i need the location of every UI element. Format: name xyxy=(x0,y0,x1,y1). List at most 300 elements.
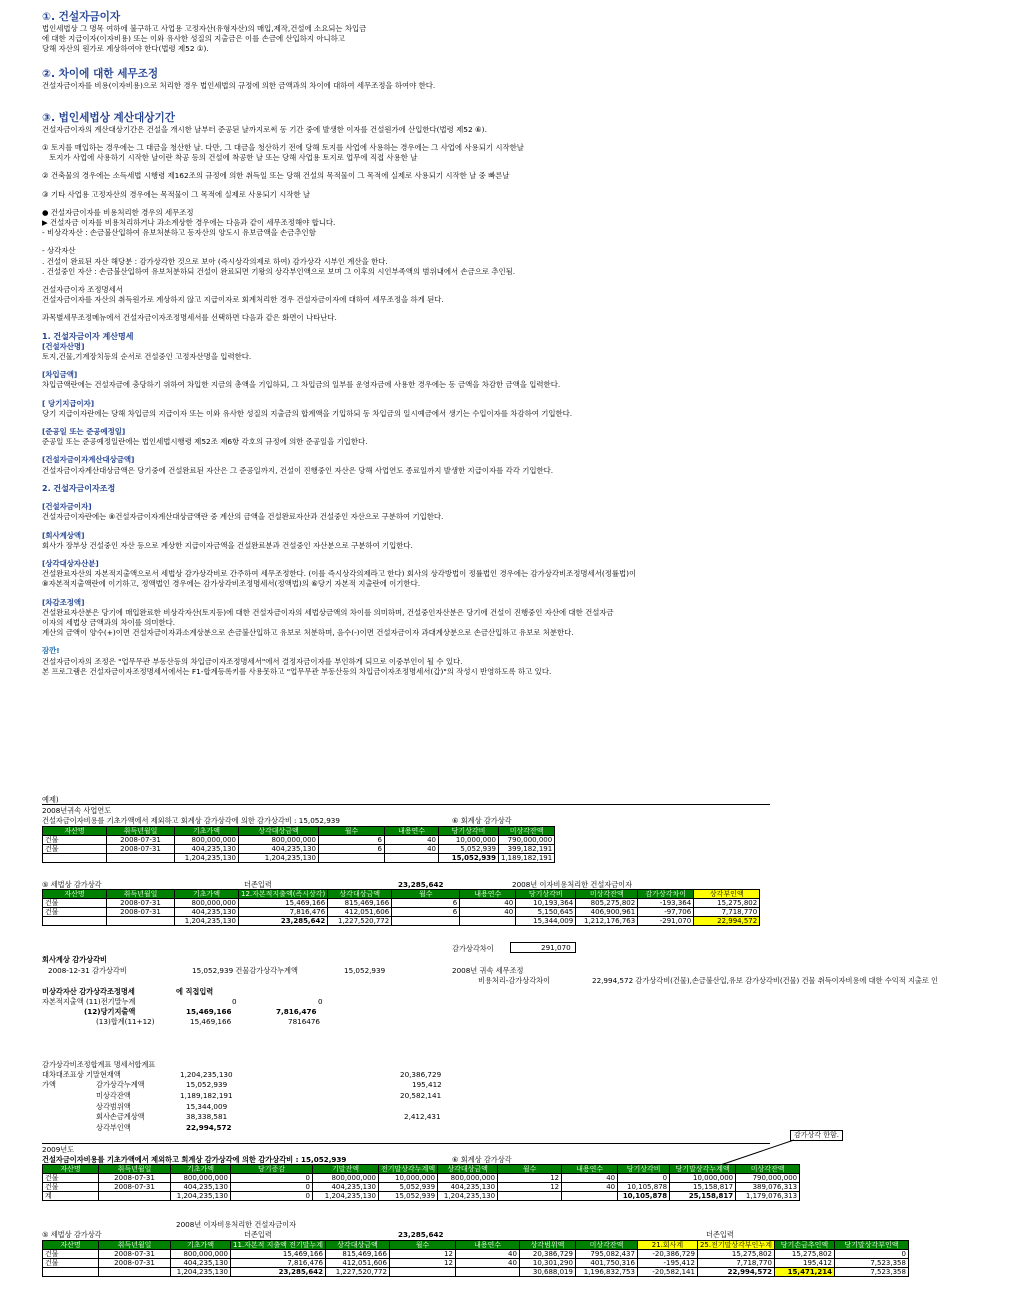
table-cell[interactable]: 건물 xyxy=(43,1250,99,1259)
table-row xyxy=(43,917,760,926)
table-cell[interactable]: 건물 xyxy=(43,845,107,854)
section-3-item: 토지가 사업에 사용하기 시작한 날이란 착공 등의 건설에 착공한 날 또는 당해 사업용 토지로 업무에 직접 사용한 날 xyxy=(42,153,418,163)
column-header: 기초가액 xyxy=(175,827,239,836)
table-cell[interactable]: -193,364 xyxy=(638,899,694,908)
table1-caption: 건설자금이자비용를 기초가액에서 제외하고 회계상 감가상각에 의한 감가상각비 : 15,052,939 xyxy=(42,816,340,825)
table-cell[interactable]: 790,000,000 xyxy=(736,1174,800,1183)
column-header: 미상각잔액 xyxy=(575,1241,637,1250)
table-cell[interactable]: 23,285,642 xyxy=(239,917,328,926)
column-header: 기초가액 xyxy=(171,1241,231,1250)
section-1-line: 에 대한 지급이자(이자비용) 또는 이와 유사한 성질의 지출금은 이를 손금에 산입하지 아니하고 xyxy=(42,34,345,44)
table-cell[interactable]: 404,235,130 xyxy=(438,1183,498,1192)
section-3-item: ③ 기타 사업용 고정자산의 경우에는 목적물이 그 목적에 실제로 사용되기 시작한 날 xyxy=(42,189,311,199)
table-cell[interactable]: 15,158,817 xyxy=(670,1183,736,1192)
table-cell[interactable]: 406,900,961 xyxy=(576,908,638,917)
table-row xyxy=(43,1183,800,1192)
table-cell[interactable]: 7,523,358 xyxy=(834,1268,908,1277)
table-cell[interactable] xyxy=(455,1268,519,1277)
table-cell[interactable]: 790,000,000 xyxy=(499,836,555,845)
capex-row-label: (12)당기지출액 xyxy=(84,1007,136,1016)
column-header: 취득년월일 xyxy=(99,1241,171,1250)
table-row xyxy=(43,1259,909,1268)
table-cell[interactable]: 40 xyxy=(562,1174,618,1183)
column-header: 상각대상금액 xyxy=(438,1165,498,1174)
fiscal-year-label: 2008년귀속 사업연도 xyxy=(42,806,112,815)
summary-label: 상각범위액 xyxy=(96,1102,131,1111)
table-cell[interactable] xyxy=(99,1192,171,1201)
table-cell[interactable]: 6 xyxy=(392,908,460,917)
table-cell[interactable]: 15,275,802 xyxy=(774,1250,834,1259)
table-cell[interactable]: 805,275,802 xyxy=(576,899,638,908)
section-1-line: 당해 자산의 원가로 계상하여야 한다(법령 제52 ①). xyxy=(42,44,209,54)
column-header: 월수 xyxy=(389,1241,455,1250)
table-tax-depreciation-2009 xyxy=(42,1240,909,1277)
table-cell[interactable]: 22,994,572 xyxy=(697,1268,774,1277)
column-header: 감가상각차이 xyxy=(638,890,694,899)
table-cell[interactable]: 195,412 xyxy=(774,1259,834,1268)
table-cell[interactable]: 2008-07-31 xyxy=(107,836,175,845)
field-key: [건설자산명] xyxy=(42,341,85,351)
section-3-item: - 상각자산 xyxy=(42,246,76,256)
table-cell[interactable]: 1,204,235,130 xyxy=(171,1192,231,1201)
section-1-title: ①. 건설자금이자 xyxy=(42,11,121,23)
table-cell[interactable]: 7,718,770 xyxy=(697,1259,774,1268)
column-header: 12.자본적지출액(즉시상각) xyxy=(239,890,328,899)
column-header: 상각대상금액 xyxy=(328,890,392,899)
tax-adjust-line: 비용처리-감가상각차이 xyxy=(478,976,551,985)
table-cell[interactable]: 25,158,817 xyxy=(670,1192,736,1201)
table2-caption-input: 더존입력 xyxy=(244,880,272,889)
table4-caption-input: 더존입력 xyxy=(706,1230,734,1239)
field-key: [차감조정액] xyxy=(42,597,85,607)
section-3-item: 건설자금이자를 자산의 취득원가로 계상하지 않고 지급이자로 회계처리한 경우 건설자금이자에 대하여 세무조정을 하게 된다. xyxy=(42,295,444,305)
table-row xyxy=(43,1268,909,1277)
table-cell[interactable]: 7,816,476 xyxy=(239,908,328,917)
capex-row-label: 자본적지출액 (11)전기말누계 xyxy=(42,997,136,1006)
table-cell[interactable] xyxy=(385,854,439,863)
column-header: 자산명 xyxy=(43,1241,99,1250)
table-cell[interactable]: 800,000,000 xyxy=(171,1174,231,1183)
table-cell[interactable]: 2008-07-31 xyxy=(107,899,175,908)
summary-title: 감가상각비조정합계표 명세서합계표 xyxy=(42,1060,156,1069)
column-header: 25.전기말상각부인누계 xyxy=(697,1241,774,1250)
table-cell[interactable]: 1,204,235,130 xyxy=(438,1192,498,1201)
table-cell[interactable]: 7,816,476 xyxy=(231,1259,326,1268)
field-desc: 당기 지급이자란에는 당해 차입금의 지급이자 또는 이와 유사한 성질의 지출금의 합계액을 기입하되 동 차입금의 일시예금에서 생기는 수입이자를 차감하여 기입한다. xyxy=(42,408,573,418)
table4-caption-amount: 23,285,642 xyxy=(398,1230,444,1239)
column-header: 자산명 xyxy=(43,1165,99,1174)
table-cell[interactable]: 1,204,235,130 xyxy=(171,1268,231,1277)
table-row xyxy=(43,1174,800,1183)
table-cell[interactable]: 15,344,009 xyxy=(516,917,576,926)
table-cell[interactable]: 10,105,878 xyxy=(618,1183,670,1192)
table-cell[interactable]: 15,052,939 xyxy=(439,854,499,863)
table-cell[interactable] xyxy=(43,854,107,863)
table-cell[interactable]: -291,070 xyxy=(638,917,694,926)
table-cell[interactable]: 6 xyxy=(392,899,460,908)
column-header: 미상각잔액 xyxy=(736,1165,800,1174)
table-cell[interactable]: 5,150,645 xyxy=(516,908,576,917)
section-2-title: ②. 차이에 대한 세무조정 xyxy=(42,67,159,80)
table-cell[interactable]: 815,469,166 xyxy=(325,1250,389,1259)
section-3-item: - 비상각자산 : 손금불산입하여 유보처분하고 동자산의 양도시 유보금액을 손금추인함 xyxy=(42,228,316,238)
column-header: 당기말상각부인액 xyxy=(834,1241,908,1250)
table-cell[interactable]: 2008-07-31 xyxy=(99,1250,171,1259)
table-cell[interactable]: 15,052,939 xyxy=(379,1192,438,1201)
table-cell[interactable]: 1,204,235,130 xyxy=(175,917,239,926)
table-cell[interactable]: 800,000,000 xyxy=(171,1250,231,1259)
table-cell[interactable]: 10,000,000 xyxy=(670,1174,736,1183)
field-desc: 건설완료자산분은 당기에 매입완료한 비상각자산(토지등)에 대한 건설자금이자의 세법상금액의 차이를 의미하며, 건설중인자산분은 당기에 건설이 진행중인 자산에 대한 건설자금 xyxy=(42,607,614,617)
capex-row-value: 7816476 xyxy=(288,1017,321,1026)
table-cell[interactable]: 건물 xyxy=(43,899,107,908)
table-cell[interactable]: -195,412 xyxy=(637,1259,697,1268)
field-key: [건설자금이자] xyxy=(42,502,92,512)
table-cell[interactable]: 2008-07-31 xyxy=(107,908,175,917)
section-1-line: 법인세법상 그 명목 여하에 불구하고 사업용 고정자산(유형자산)의 매입,제작,건설에 소요되는 차입금 xyxy=(42,24,367,33)
example-label: 예제) xyxy=(42,795,59,804)
table-cell[interactable]: 12 xyxy=(498,1183,562,1192)
section-3-item: ▶ 건설자금 이자를 비용처리하거나 과소계상한 경우에는 다음과 같이 세무조정해야 합니다. xyxy=(42,218,336,228)
column-header: 당기상각비 xyxy=(516,890,576,899)
table3-caption: 건설자금이자비용를 기초가액에서 제외하고 회계상 감가상각에 의한 감가상각비 : 15,052,939 xyxy=(42,1155,347,1164)
section-3-item: ② 건축물의 경우에는 소득세법 시행령 제162조의 규정에 의한 취득일 또는 당해 건설의 목적물이 그 목적에 실제로 사용되기 시작한 날 중 빠른날 xyxy=(42,171,510,181)
table-cell[interactable]: 1,227,520,772 xyxy=(328,917,392,926)
note-line: 건설자금이자의 조정은 "업무무관 부동산등의 차입금이자조정명세서"에서 결정자금이자를 부인하게 되므로 이중부인이 될 수 있다. xyxy=(42,656,463,666)
table4-caption-input: 더존입력 xyxy=(244,1230,272,1239)
field-desc: 회사가 장부상 건설중인 자산 등으로 계상한 지급이자금액을 건설완료분과 건설중인 자산분으로 구분하여 기입한다. xyxy=(42,540,413,550)
table-cell[interactable]: 2008-07-31 xyxy=(99,1259,171,1268)
column-header: 당기상각비 xyxy=(439,827,499,836)
table-row xyxy=(43,1192,800,1201)
table-header-row xyxy=(43,1241,909,1250)
field-desc: 계산의 금액이 양수(+)이면 건설자금이자과소계상분으로 손금불산입하고 유보로 처분하며, 음수(-)이면 건설자금이자 과대계상분으로 손금산입하고 유보로 처분한다. xyxy=(42,628,574,638)
summary-value: 22,994,572 xyxy=(186,1123,232,1132)
summary-label: 상각부인액 xyxy=(96,1123,131,1132)
capex-row-value: 15,469,166 xyxy=(186,1007,232,1016)
table-cell[interactable]: 404,235,130 xyxy=(313,1183,379,1192)
table-cell[interactable]: 10,301,290 xyxy=(519,1259,575,1268)
table-row xyxy=(43,1250,909,1259)
column-header: 내용연수 xyxy=(385,827,439,836)
table-cell[interactable] xyxy=(107,854,175,863)
table-cell[interactable]: 412,051,606 xyxy=(328,908,392,917)
table4-wrapper xyxy=(42,1240,1022,1277)
column-header: 취득년월일 xyxy=(107,827,175,836)
table-row xyxy=(43,908,760,917)
table-cell[interactable]: 15,275,802 xyxy=(697,1250,774,1259)
table-cell[interactable]: -20,386,729 xyxy=(637,1250,697,1259)
summary-value: 15,052,939 xyxy=(186,1080,228,1089)
table-cell[interactable]: 5,052,939 xyxy=(439,845,499,854)
table-cell[interactable]: 1,227,520,772 xyxy=(325,1268,389,1277)
table-cell[interactable] xyxy=(392,917,460,926)
subsection-title: 2. 건설자금이자조정 xyxy=(42,483,116,493)
table-cell[interactable]: 800,000,000 xyxy=(313,1174,379,1183)
column-header: 취득년월일 xyxy=(107,890,175,899)
schedule-title: 미상각자산 감가상각조정명세 xyxy=(42,987,135,996)
table-cell[interactable]: 412,051,606 xyxy=(325,1259,389,1268)
table-row xyxy=(43,854,555,863)
table-cell[interactable]: 5,052,939 xyxy=(379,1183,438,1192)
table-cell[interactable]: 815,469,166 xyxy=(328,899,392,908)
table-cell[interactable]: -97,706 xyxy=(638,908,694,917)
column-header: 내용연수 xyxy=(460,890,516,899)
table-cell[interactable] xyxy=(498,1192,562,1201)
column-header: 상각범위액 xyxy=(519,1241,575,1250)
field-key: [상각대상자산분] xyxy=(42,558,99,568)
subsection-title: 1. 건설자금이자 계산명세 xyxy=(42,331,134,341)
table-cell[interactable] xyxy=(107,917,175,926)
table-cell[interactable]: 40 xyxy=(455,1250,519,1259)
column-header: 11.자본적 지출액 전기말누계 xyxy=(231,1241,326,1250)
summary-label: 미상각잔액 xyxy=(96,1091,131,1100)
table3-wrapper xyxy=(42,1164,1022,1201)
table-header-row xyxy=(43,890,760,899)
field-desc: 이자의 세법상 금액과의 차이를 의미한다. xyxy=(42,617,176,627)
table-cell[interactable]: 10,000,000 xyxy=(379,1174,438,1183)
table-cell[interactable]: 0 xyxy=(231,1183,313,1192)
table-cell[interactable]: 399,182,191 xyxy=(499,845,555,854)
table-cell[interactable]: 40 xyxy=(562,1183,618,1192)
column-header: 자산명 xyxy=(43,827,107,836)
column-header: 상각대상금액 xyxy=(239,827,319,836)
table-book-depreciation-2008 xyxy=(42,826,555,863)
company-depreciation-line: 15,052,939 건물감가상각누계액 xyxy=(192,966,298,975)
field-key: [ 당기지급이자] xyxy=(42,398,95,408)
table-cell[interactable]: 1,189,182,191 xyxy=(499,854,555,863)
company-depreciation-line: 15,052,939 xyxy=(344,966,386,975)
table-cell[interactable]: 12 xyxy=(389,1250,455,1259)
column-header: 내용연수 xyxy=(455,1241,519,1250)
column-header: 상각부인액 xyxy=(694,890,760,899)
column-header: 취득년월일 xyxy=(99,1165,171,1174)
table-cell[interactable]: 404,235,130 xyxy=(239,845,319,854)
table-cell[interactable]: 795,082,437 xyxy=(575,1250,637,1259)
field-desc: 건설자금이자란에는 ⑧건설자금이자계산대상금액란 중 계산의 금액을 건설완료자산과 건설중인 자산으로 구분하여 기입한다. xyxy=(42,512,444,522)
table-cell[interactable]: 1,196,832,753 xyxy=(575,1268,637,1277)
table-cell[interactable]: 15,469,166 xyxy=(231,1250,326,1259)
company-depreciation-title: 회사계상 감가상각비 xyxy=(42,955,107,964)
fiscal-year-label: 2009년도 xyxy=(42,1145,75,1154)
column-header: 21.회사계 xyxy=(637,1241,697,1250)
column-header: 기말잔액 xyxy=(313,1165,379,1174)
table-cell[interactable]: 404,235,130 xyxy=(175,845,239,854)
table-cell[interactable]: 15,471,214 xyxy=(774,1268,834,1277)
table-cell[interactable]: 0 xyxy=(231,1174,313,1183)
table-cell[interactable] xyxy=(389,1268,455,1277)
column-header: 당기손금추인액 xyxy=(774,1241,834,1250)
table3-caption-right: ⑥ 회계상 감가상각 xyxy=(452,1155,512,1164)
section-3-item: . 건설중인 자산 : 손금불산입하여 유보처분하되 건설이 완료되면 기왕의 상각부인액으로 보며 그 이후의 시인부족액의 범위내에서 손금으로 추인됨. xyxy=(42,266,516,276)
table-cell[interactable]: 404,235,130 xyxy=(171,1183,231,1192)
table4-caption-top: 2008년 이자비용처리한 건설자금이자 xyxy=(176,1220,297,1229)
table-cell[interactable] xyxy=(319,854,385,863)
table-cell[interactable]: 15,275,802 xyxy=(694,899,760,908)
field-desc: 준공일 또는 준공예정일란에는 법인세법시행령 제52조 제6항 각호의 규정에 의한 준공일을 기입한다. xyxy=(42,437,368,447)
table-cell[interactable]: 1,179,076,313 xyxy=(736,1192,800,1201)
table-cell[interactable]: 30,688,019 xyxy=(519,1268,575,1277)
capex-row-value: 0 xyxy=(318,997,323,1006)
table4-caption: ⑤ 세법상 감가상각 xyxy=(42,1230,102,1239)
tax-adjust-title: 2008년 귀속 세무조정 xyxy=(452,966,524,975)
table-cell[interactable] xyxy=(562,1192,618,1201)
note-line: 본 프로그램은 건설자금이자조정명세서에서는 F1-합계등록키를 사용못하고 "업무무관 부동산등의 차입금이자조정명세서(갑)"의 작성시 반영하도록 하고 있다. xyxy=(42,666,552,676)
difference-value: 291,070 xyxy=(510,942,576,953)
table-cell[interactable]: 800,000,000 xyxy=(438,1174,498,1183)
table-cell[interactable]: 389,076,313 xyxy=(736,1183,800,1192)
section-3-item: 과목별세무조정메뉴에서 건설자금이자조정명세서를 선택하면 다음과 같은 화면이 나타난다. xyxy=(42,313,337,323)
table-tax-depreciation-2008 xyxy=(42,889,760,926)
table-cell[interactable]: 401,750,316 xyxy=(575,1259,637,1268)
table-cell[interactable]: 404,235,130 xyxy=(171,1259,231,1268)
table-row xyxy=(43,899,760,908)
table-cell[interactable]: 12 xyxy=(389,1259,455,1268)
table-cell[interactable]: 23,285,642 xyxy=(231,1268,326,1277)
section-3-item: . 건설이 완료된 자산 해당분 : 감가상각한 것으로 보아 (즉시상각의제로 하여) 감가상각 시부인 계산을 한다. xyxy=(42,256,388,266)
table-cell[interactable]: 1,204,235,130 xyxy=(239,854,319,863)
table-cell[interactable]: 건물 xyxy=(43,1259,99,1268)
field-key: [회사계상액] xyxy=(42,530,85,540)
table-cell[interactable]: 800,000,000 xyxy=(239,836,319,845)
field-desc: 토지,건물,기계장치등의 순서로 건설중인 고정자산명을 입력한다. xyxy=(42,352,252,362)
summary-value: 1,189,182,191 xyxy=(180,1091,233,1100)
column-header: 상각대상금액 xyxy=(325,1241,389,1250)
column-header: 내용연수 xyxy=(562,1165,618,1174)
table-cell[interactable]: 40 xyxy=(460,908,516,917)
capex-row-label: (13)합계(11+12) xyxy=(96,1017,155,1026)
table-cell[interactable]: 0 xyxy=(231,1192,313,1201)
table-cell[interactable]: 2008-07-31 xyxy=(99,1174,171,1183)
column-header: 당기증감 xyxy=(231,1165,313,1174)
summary-label: 감가상각누계액 xyxy=(96,1080,145,1089)
table-cell[interactable]: 40 xyxy=(385,836,439,845)
table-cell[interactable]: 404,235,130 xyxy=(175,908,239,917)
table1-wrapper xyxy=(42,826,1022,863)
table-cell[interactable]: 40 xyxy=(385,845,439,854)
schedule-title-note: 에 직접입력 xyxy=(176,987,214,996)
table2-caption-right: 2008년 이자비용처리한 건설자금이자 xyxy=(512,880,633,889)
column-header: 월수 xyxy=(392,890,460,899)
table-cell[interactable] xyxy=(99,1268,171,1277)
column-header: 월수 xyxy=(498,1165,562,1174)
table-cell[interactable]: 6 xyxy=(319,845,385,854)
section-3-title: ③. 법인세법상 계산대상기간 xyxy=(42,111,175,124)
column-header: 미상각잔액 xyxy=(576,890,638,899)
table-cell[interactable]: 800,000,000 xyxy=(175,836,239,845)
company-depreciation-line: 2008-12-31 감가상각비 xyxy=(48,966,127,975)
table-cell[interactable]: 건물 xyxy=(43,1183,99,1192)
table-cell[interactable]: 20,386,729 xyxy=(519,1250,575,1259)
note-title: 잠깐! xyxy=(42,646,60,656)
callout-note: 감가상각 한함. xyxy=(790,1130,843,1141)
capex-row-value: 15,469,166 xyxy=(190,1017,232,1026)
section-3-item: 건설자금이자 조정명세서 xyxy=(42,285,123,295)
table-header-row xyxy=(43,1165,800,1174)
summary-label: 대차대조표상 기말현재액 xyxy=(42,1070,121,1079)
table-book-depreciation-2009 xyxy=(42,1164,800,1201)
column-header: 기초가액 xyxy=(171,1165,231,1174)
table-cell[interactable]: 계 xyxy=(43,1192,99,1201)
table-cell[interactable]: 40 xyxy=(455,1259,519,1268)
table-cell[interactable]: 1,204,235,130 xyxy=(175,854,239,863)
table-cell[interactable]: 건물 xyxy=(43,1174,99,1183)
table-cell[interactable]: 7,718,770 xyxy=(694,908,760,917)
table-cell[interactable] xyxy=(43,1268,99,1277)
summary-value-right: 195,412 xyxy=(412,1080,442,1089)
table-cell[interactable]: 22,994,572 xyxy=(694,917,760,926)
summary-label: 회사손금계상액 xyxy=(96,1112,145,1121)
column-header: 당기말상각누계액 xyxy=(670,1165,736,1174)
table2-wrapper xyxy=(42,889,1022,926)
section-3-item: ① 토지를 매입하는 경우에는 그 대금을 청산한 날. 다만, 그 대금을 청산하기 전에 당해 토지를 사업에 사용하는 경우에는 그 사업에 사용되기 시작한날 xyxy=(42,143,524,153)
document-body xyxy=(42,10,1002,677)
field-key: [차입금액] xyxy=(42,370,78,380)
table1-caption-right: ⑥ 회계상 감가상각 xyxy=(452,816,512,825)
field-desc: 건설완료자산의 자본적지출액으로서 세법상 감가상각비로 간주하여 세무조정한다. (이를 즉시상각의제라고 한다) 회사의 상각방법이 정률법인 경우에는 감가상각비조정명세서(정률법)이 xyxy=(42,569,637,579)
table-cell[interactable]: 0 xyxy=(834,1250,908,1259)
summary-value: 15,344,009 xyxy=(186,1102,228,1111)
table-cell[interactable]: 6 xyxy=(319,836,385,845)
summary-value: 38,338,581 xyxy=(186,1112,228,1121)
column-header: 미상각잔액 xyxy=(499,827,555,836)
tax-adjust-line: 22,994,572 감가상각비(건물),손금불산입,유보 감가상각비(건물) 건물 취득이자비용에 대한 수익적 지출로 인 xyxy=(592,976,939,985)
table-cell[interactable]: 40 xyxy=(460,899,516,908)
table-cell[interactable]: 2008-07-31 xyxy=(99,1183,171,1192)
field-key: [건설자금이자계산대상금액] xyxy=(42,455,135,465)
table-cell[interactable] xyxy=(43,917,107,926)
column-header: 월수 xyxy=(319,827,385,836)
column-header: 전기말상각누계액 xyxy=(379,1165,438,1174)
capex-row-value: 0 xyxy=(232,997,237,1006)
table-cell[interactable]: 10,193,364 xyxy=(516,899,576,908)
table-cell[interactable]: -20,582,141 xyxy=(637,1268,697,1277)
field-desc: 건설자금이자계산대상금액은 당기중에 건설완료된 자산은 그 준공일까지, 건설이 진행중인 자산은 당해 사업연도 종료일까지 발생한 지급이자를 각각 기입한다. xyxy=(42,465,554,475)
capex-row-value: 7,816,476 xyxy=(276,1007,317,1016)
column-header: 자산명 xyxy=(43,890,107,899)
table-cell[interactable]: 0 xyxy=(618,1174,670,1183)
table-cell[interactable]: 7,523,358 xyxy=(834,1259,908,1268)
summary-value-right: 20,582,141 xyxy=(400,1091,442,1100)
column-header: 기초가액 xyxy=(175,890,239,899)
summary-value-right: 20,386,729 xyxy=(400,1070,442,1079)
table-cell[interactable]: 건물 xyxy=(43,836,107,845)
table-row xyxy=(43,836,555,845)
table-cell[interactable]: 800,000,000 xyxy=(175,899,239,908)
table-cell[interactable]: 15,469,166 xyxy=(239,899,328,908)
table2-caption: ⑤ 세법상 감가상각 xyxy=(42,880,102,889)
table-cell[interactable]: 12 xyxy=(498,1174,562,1183)
field-desc: ⑧자본적지출액란에 이기하고, 정액법인 경우에는 감가상각비조정명세서(정액법)의 ⑥당기 자본적 지출란에 이기한다. xyxy=(42,579,421,589)
table-header-row xyxy=(43,827,555,836)
section-3-item: ● 건설자금이자를 비용처리한 경우의 세무조정 xyxy=(42,207,194,217)
table-row xyxy=(43,845,555,854)
table-cell[interactable]: 1,204,235,130 xyxy=(313,1192,379,1201)
table-cell[interactable] xyxy=(460,917,516,926)
column-header: 당기상각비 xyxy=(618,1165,670,1174)
table-cell[interactable]: 1,212,176,763 xyxy=(576,917,638,926)
field-key: [준공일 또는 준공예정일] xyxy=(42,427,126,437)
difference-label: 감가상각차이 xyxy=(452,944,494,953)
table-cell[interactable]: 10,105,878 xyxy=(618,1192,670,1201)
table2-caption-amount: 23,285,642 xyxy=(398,880,444,889)
summary-label: 가액 xyxy=(42,1080,56,1089)
field-desc: 차입금액란에는 건설자금에 충당하기 위하여 차입한 지금의 총액을 기입하되, 그 차입금의 일부를 운영자금에 사용한 경우에는 동 금액을 차감한 금액을 입력한다. xyxy=(42,380,561,390)
table-cell[interactable]: 건물 xyxy=(43,908,107,917)
summary-value: 1,204,235,130 xyxy=(180,1070,233,1079)
table-cell[interactable]: 2008-07-31 xyxy=(107,845,175,854)
table-cell[interactable]: 10,000,000 xyxy=(439,836,499,845)
